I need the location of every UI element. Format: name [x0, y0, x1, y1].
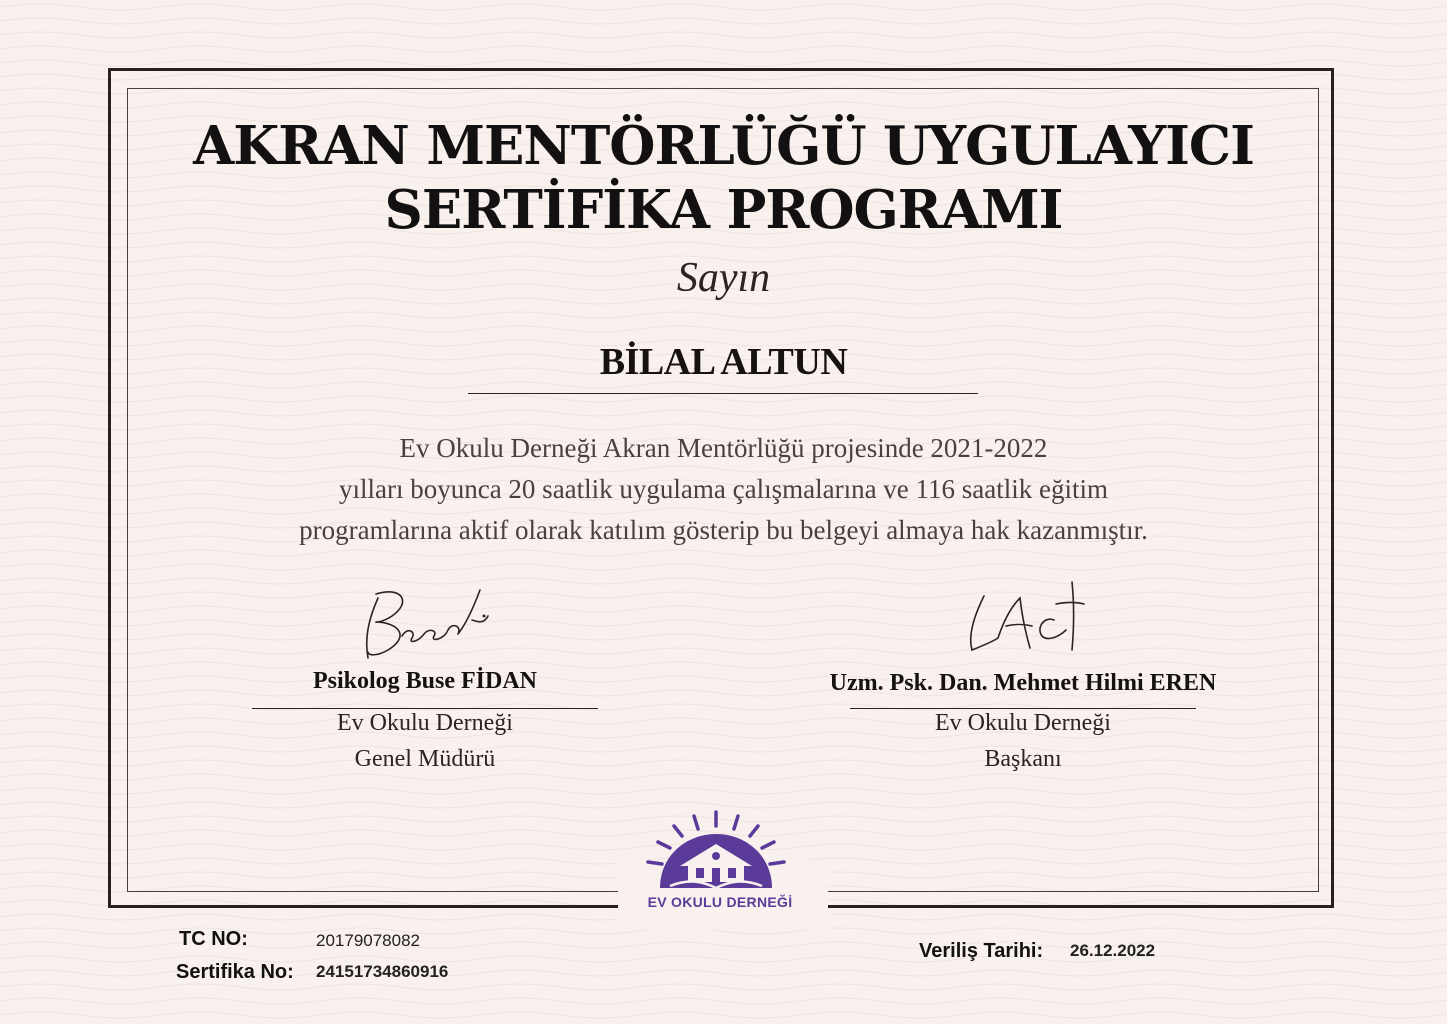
recipient-name: BİLAL ALTUN [599, 341, 848, 383]
cert-no-label: Sertifika No: [176, 961, 294, 983]
recipient-underline [468, 393, 978, 394]
title-line-2: SERTİFİKA PROGRAMI [384, 179, 1063, 241]
title-line-1: AKRAN MENTÖRLÜĞÜ UYGULAYICI [193, 115, 1254, 177]
tc-value: 20179078082 [316, 931, 421, 950]
body-line-1: Ev Okulu Derneği Akran Mentörlüğü projesinde 2021-2022 [399, 433, 1048, 463]
certificate-title [150, 114, 1297, 242]
logo-text: EV OKULU DERNEĞİ [647, 894, 793, 910]
signer-right [822, 570, 1224, 790]
cert-no-value: 24151734860916 [316, 962, 449, 981]
certificate-body [170, 428, 1277, 551]
signer-left-organization: Ev Okulu Derneği [337, 710, 513, 736]
ev-okulu-logo [630, 808, 810, 916]
signer-right-line [850, 708, 1196, 709]
signer-left-line [252, 708, 598, 709]
issue-date-value: 26.12.2022 [1070, 941, 1156, 960]
signature-right [822, 576, 1224, 668]
signer-right-role: Başkanı [984, 746, 1062, 772]
signer-left [252, 570, 598, 790]
signer-left-role: Genel Müdürü [354, 746, 496, 772]
salutation: Sayın [676, 255, 771, 301]
issue-date-label: Veriliş Tarihi: [919, 940, 1044, 962]
signer-right-organization: Ev Okulu Derneği [935, 710, 1111, 736]
house-sunrise-icon [630, 808, 810, 894]
signature-left [252, 576, 598, 668]
signer-right-name: Uzm. Psk. Dan. Mehmet Hilmi EREN [829, 670, 1217, 696]
body-line-2: yılları boyunca 20 saatlik uygulama çalışmalarına ve 116 saatlik eğitim [338, 474, 1109, 504]
tc-label: TC NO: [179, 928, 248, 950]
signer-left-name: Psikolog Buse FİDAN [312, 668, 538, 694]
body-line-3: programlarına aktif olarak katılım gösterip bu belgeyi almaya hak kazanmıştır. [299, 515, 1148, 545]
